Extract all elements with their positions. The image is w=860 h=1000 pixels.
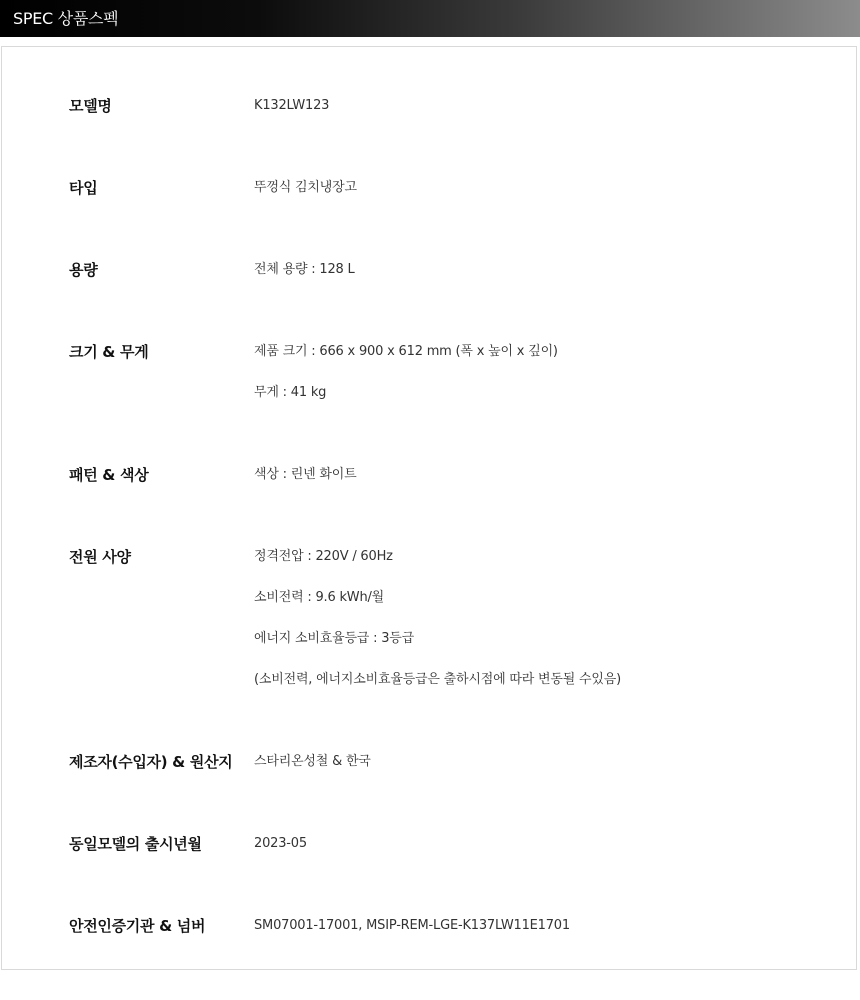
- spec-value: 정격전압 : 220V / 60Hz: [254, 549, 393, 564]
- spec-label: 전원 사양: [69, 548, 131, 566]
- spec-label: 크기 & 무게: [69, 343, 149, 361]
- spec-label: 안전인증기관 & 넘버: [69, 917, 206, 935]
- spec-value: 소비전력 : 9.6 kWh/월: [254, 590, 385, 605]
- spec-label: 모델명: [69, 97, 112, 115]
- spec-value: 에너지 소비효율등급 : 3등급: [254, 631, 414, 646]
- spec-value: (소비전력, 에너지소비효율등급은 출하시점에 따라 변동될 수있음): [254, 672, 622, 687]
- spec-value: SM07001-17001, MSIP-REM-LGE-K137LW11E1701: [254, 918, 570, 933]
- spec-value: 2023-05: [254, 836, 307, 851]
- spec-value: 무게 : 41 kg: [254, 385, 327, 400]
- spec-label: 타입: [69, 179, 98, 197]
- spec-value: 스타리온성철 & 한국: [254, 754, 371, 769]
- spec-label: 용량: [69, 261, 98, 279]
- spec-table: [1, 46, 857, 970]
- spec-header-bar: [0, 0, 860, 37]
- spec-header-title: SPEC 상품스펙: [13, 8, 119, 28]
- spec-label: 제조자(수입자) & 원산지: [69, 753, 233, 771]
- spec-value: K132LW123: [254, 98, 330, 113]
- spec-value: 전체 용량 : 128 L: [254, 262, 355, 277]
- spec-value: 뚜껑식 김치냉장고: [254, 180, 357, 195]
- spec-value: 색상 : 린넨 화이트: [254, 467, 357, 482]
- spec-label: 동일모델의 출시년월: [69, 835, 202, 853]
- spec-value: 제품 크기 : 666 x 900 x 612 mm (폭 x 높이 x 깊이): [254, 344, 558, 359]
- spec-label: 패턴 & 색상: [69, 466, 149, 484]
